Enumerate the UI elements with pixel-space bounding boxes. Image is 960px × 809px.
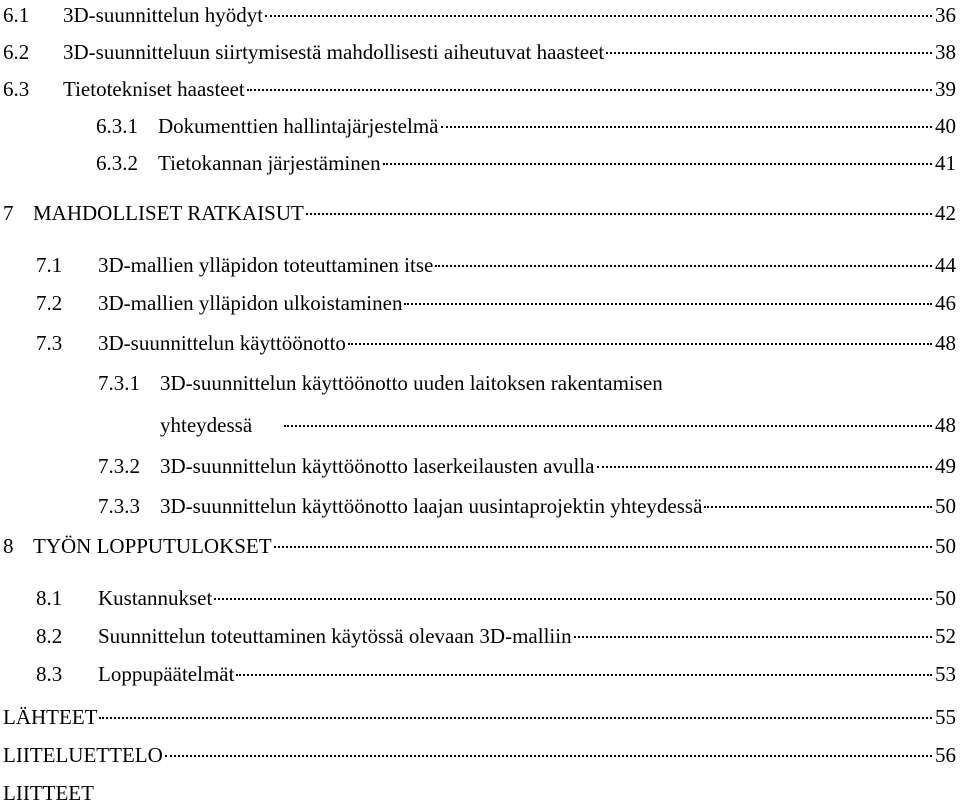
toc-number: 8.3: [36, 662, 63, 686]
toc-title: LIITELUETTELO: [3, 743, 163, 767]
toc-entry-lahteet[interactable]: [0, 702, 960, 732]
dot-leader: [383, 163, 932, 165]
toc-title: Tietotekniset haasteet: [63, 77, 245, 101]
toc-entry-8-3[interactable]: [0, 659, 960, 689]
toc-title: 3D-mallien ylläpidon ulkoistaminen: [98, 291, 403, 315]
dot-leader: [306, 213, 932, 215]
toc-page: 42: [935, 201, 956, 225]
dot-leader: [99, 717, 932, 719]
toc-title: LIITTEET: [3, 781, 94, 805]
toc-title: 3D-suunnittelun hyödyt: [63, 3, 264, 27]
toc-entry-6-2[interactable]: [0, 37, 960, 67]
toc-number: 7.1: [36, 253, 63, 277]
toc-page: 50: [935, 534, 956, 558]
toc-number: 6.3.1: [96, 114, 138, 138]
toc-entry-6-3-1[interactable]: [0, 111, 960, 141]
toc-entry-liiteluettelo[interactable]: [0, 740, 960, 770]
toc-title: 3D-suunnitteluun siirtymisestä mahdollisesti aiheutuvat haasteet: [63, 40, 605, 64]
dot-leader: [574, 636, 932, 638]
toc-number: 8.1: [36, 586, 63, 610]
dot-leader: [606, 52, 932, 54]
toc-number: 6.2: [3, 40, 30, 64]
toc-page: 50: [935, 586, 956, 610]
toc-number: 7.3.3: [98, 494, 140, 518]
toc-page: 52: [935, 624, 956, 648]
toc-entry-6-3[interactable]: [0, 74, 960, 104]
toc-page: 46: [935, 291, 956, 315]
toc-entry-7-2[interactable]: [0, 288, 960, 318]
toc-title: 3D-suunnittelun käyttöönotto laserkeilausten avulla: [160, 454, 595, 478]
toc-entry-7-3-1-continuation[interactable]: [0, 410, 960, 440]
toc-title: 3D-suunnittelun käyttöönotto laajan uusintaprojektin yhteydessä: [160, 494, 703, 518]
toc-entry-7-3-1[interactable]: [0, 368, 960, 398]
toc-page: 40: [935, 114, 956, 138]
toc-number: 6.3.2: [96, 151, 138, 175]
dot-leader: [247, 89, 932, 91]
toc-number: 8: [3, 534, 14, 558]
dot-leader: [704, 506, 932, 508]
toc-entry-8-1[interactable]: [0, 583, 960, 613]
toc-entry-7[interactable]: [0, 198, 960, 228]
toc-entry-6-3-2[interactable]: [0, 148, 960, 178]
toc-entry-8-2[interactable]: [0, 621, 960, 651]
dot-leader: [441, 126, 933, 128]
toc-page: 48: [935, 413, 956, 437]
dot-leader: [597, 466, 933, 468]
toc-title: 3D-mallien ylläpidon toteuttaminen itse: [98, 253, 434, 277]
toc-entry-8[interactable]: [0, 531, 960, 561]
dot-leader: [274, 546, 932, 548]
toc-title: LÄHTEET: [3, 705, 98, 729]
toc-title: Kustannukset: [98, 586, 213, 610]
toc-page: 56: [935, 743, 956, 767]
toc-number: 7.3.1: [98, 371, 140, 395]
toc-entry-7-3-3[interactable]: [0, 491, 960, 521]
toc-page: 53: [935, 662, 956, 686]
toc-page: 38: [935, 40, 956, 64]
toc-title: 3D-suunnittelun käyttöönotto uuden laitoksen rakentamisen: [160, 371, 663, 395]
toc-number: 7.3.2: [98, 454, 140, 478]
toc-page: 49: [935, 454, 956, 478]
toc-entry-6-1[interactable]: [0, 0, 960, 30]
toc-number: 6.3: [3, 77, 30, 101]
toc-page: 36: [935, 3, 956, 27]
toc-number: 6.1: [3, 3, 30, 27]
toc-title: Loppupäätelmät: [98, 662, 235, 686]
toc-page: 48: [935, 331, 956, 355]
dot-leader: [348, 343, 932, 345]
dot-leader: [265, 15, 932, 17]
toc-page: 44: [935, 253, 956, 277]
toc-entry-7-3-2[interactable]: [0, 451, 960, 481]
toc-title: MAHDOLLISET RATKAISUT: [33, 201, 304, 225]
toc-page: 50: [935, 494, 956, 518]
toc-number: 7.3: [36, 331, 63, 355]
toc-entry-7-3[interactable]: [0, 328, 960, 358]
toc-number: 7.2: [36, 291, 63, 315]
dot-leader: [236, 674, 932, 676]
dot-leader: [165, 755, 932, 757]
toc-title-continuation: yhteydessä: [160, 413, 253, 437]
toc-title: Suunnittelun toteuttaminen käytössä olevaan 3D-malliin: [98, 624, 572, 648]
toc-title: 3D-suunnittelun käyttöönotto: [98, 331, 346, 355]
toc-page: 55: [935, 705, 956, 729]
dot-leader: [284, 425, 932, 427]
dot-leader: [435, 265, 932, 267]
toc-number: 7: [3, 201, 14, 225]
toc-number: 8.2: [36, 624, 63, 648]
dot-leader: [404, 303, 932, 305]
toc-title: Dokumenttien hallintajärjestelmä: [158, 114, 439, 138]
dot-leader: [214, 598, 932, 600]
toc-title: TYÖN LOPPUTULOKSET: [33, 534, 272, 558]
toc-title: Tietokannan järjestäminen: [158, 151, 381, 175]
toc-entry-7-1[interactable]: [0, 250, 960, 280]
toc-entry-liitteet[interactable]: [0, 778, 960, 808]
toc-page: 41: [935, 151, 956, 175]
toc-page: 39: [935, 77, 956, 101]
